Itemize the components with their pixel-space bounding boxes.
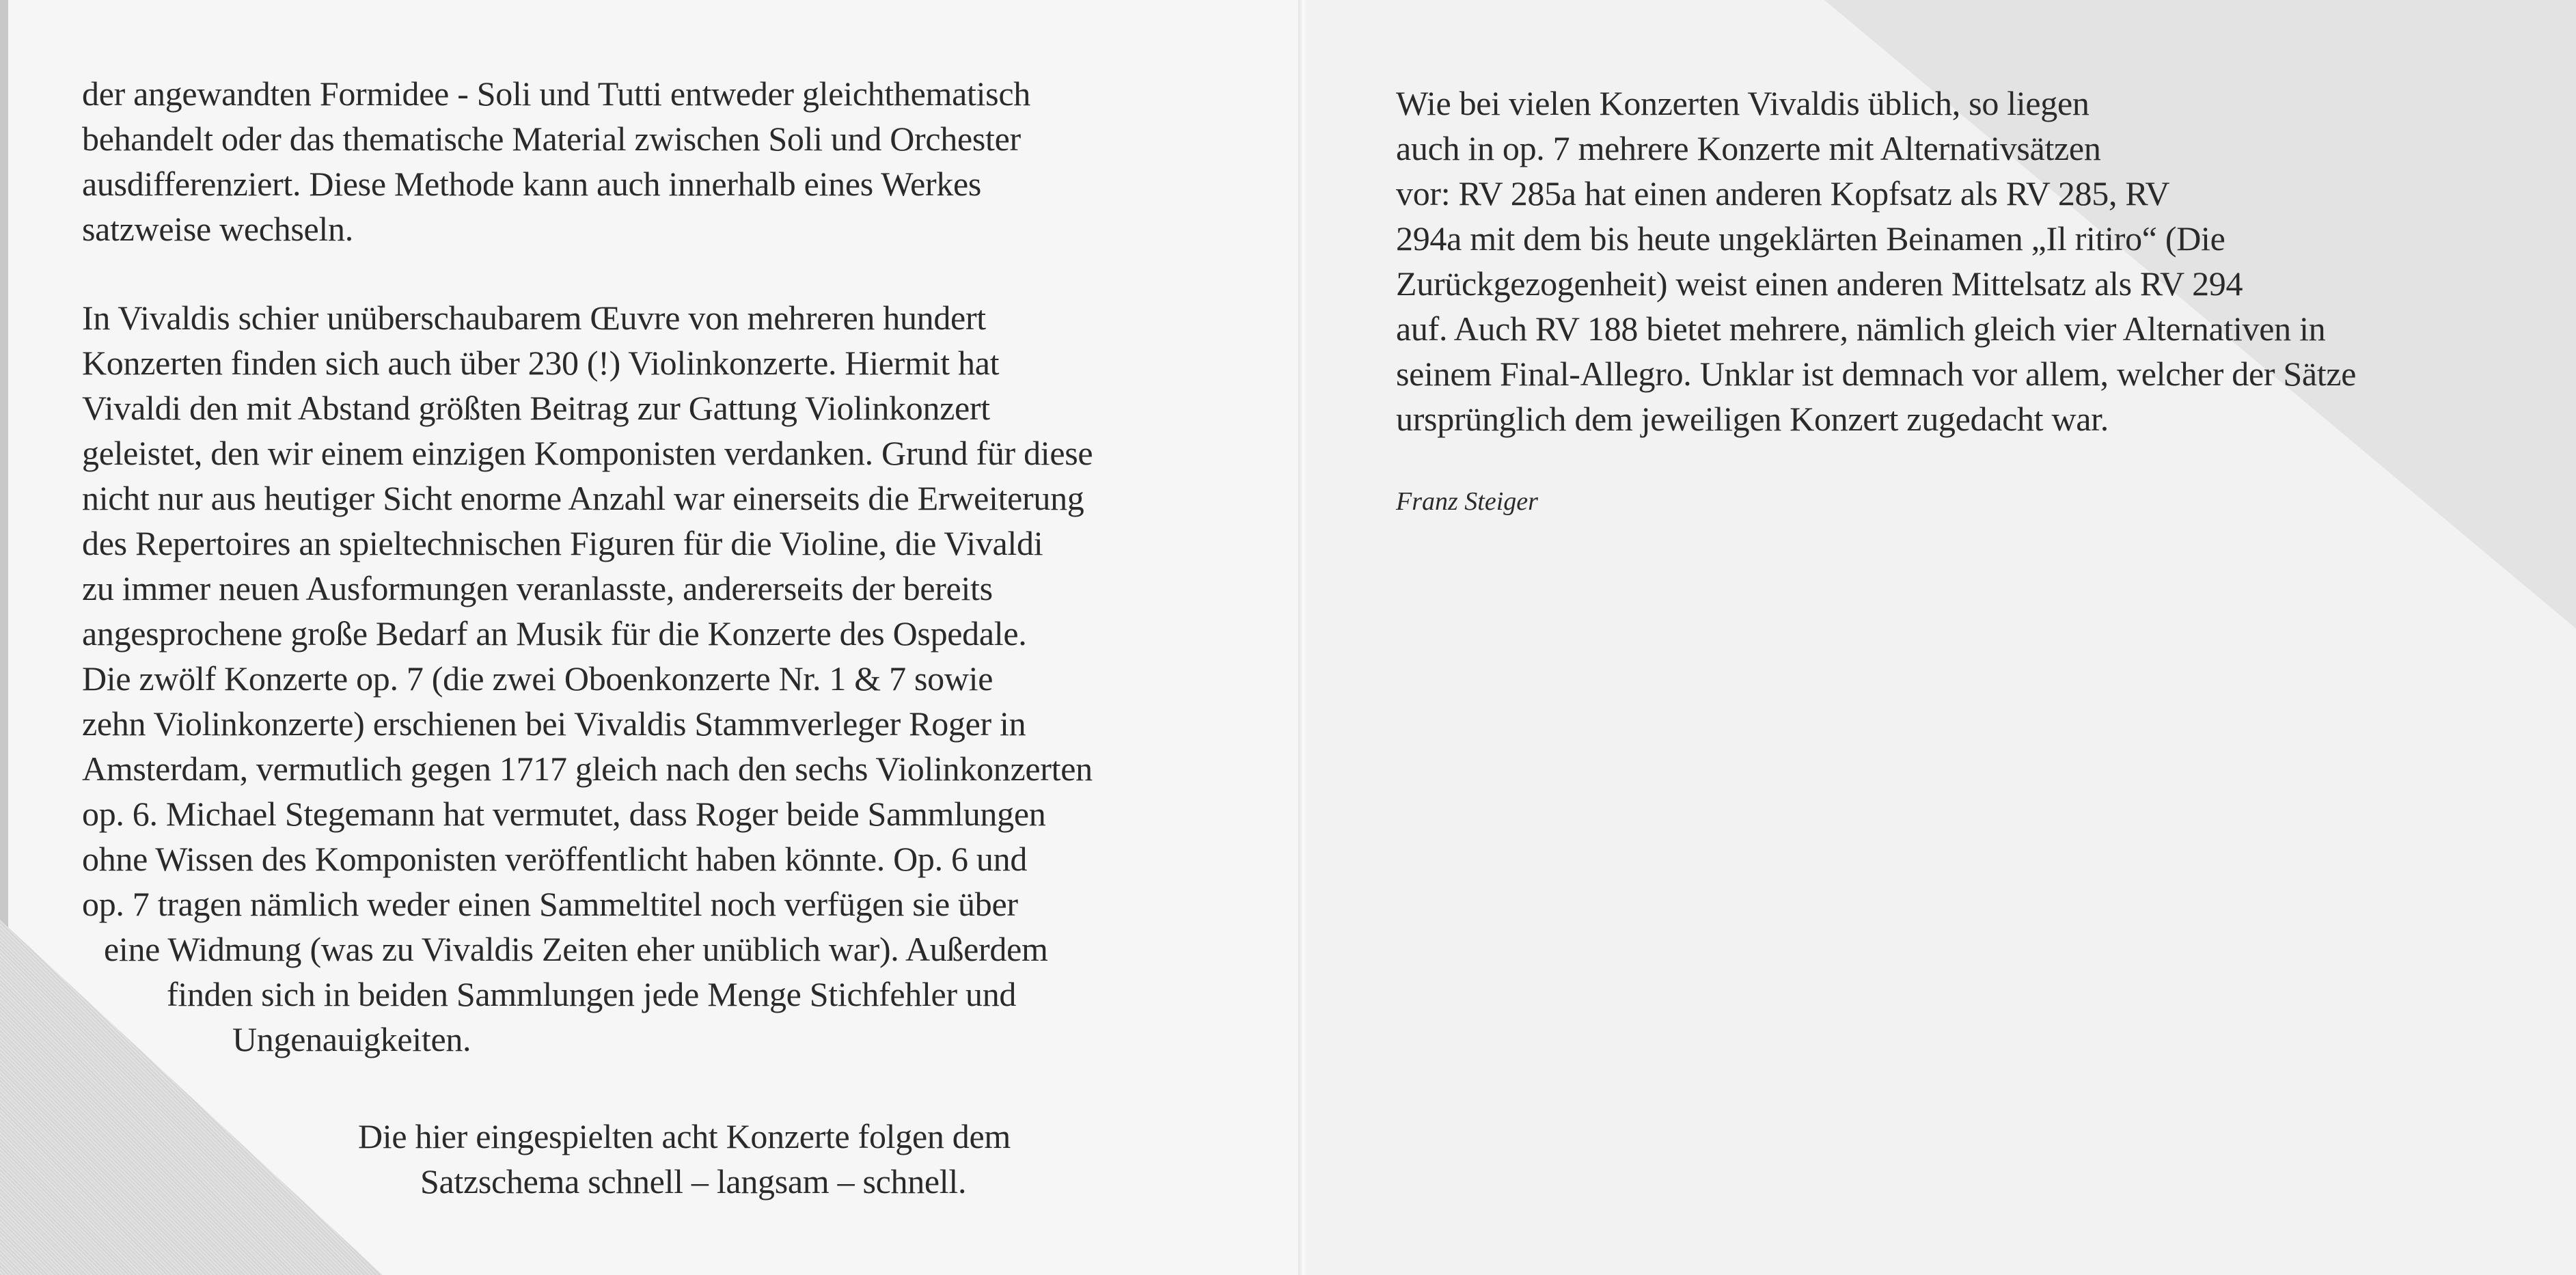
text-line: der angewandten Formidee - Soli und Tutti entweder gleichthematisch [82,74,1030,113]
text-line: vor: RV 285a hat einen anderen Kopfsatz als RV 285, RV [1396,174,2170,212]
text-line: geleistet, den wir einem einzigen Komponisten verdanken. Grund für diese [82,434,1093,472]
text-line: Amsterdam, vermutlich gegen 1717 gleich nach den sechs Violinkonzerten [82,750,1093,788]
text-line: finden sich in beiden Sammlungen jede Menge Stichfehler und [167,975,1017,1013]
text-line: eine Widmung (was zu Vivaldis Zeiten eher unüblich war). Außerdem [104,930,1048,968]
paragraph-alternativsaetze [1396,81,2356,441]
text-line: seinem Final-Allegro. Unklar ist demnach vor allem, welcher der Sätze [1396,355,2357,393]
text-line: In Vivaldis schier unüberschaubarem Œuvre von mehreren hundert [82,299,986,337]
paragraph-violinkonzerte [82,295,1093,1062]
text-line: Die zwölf Konzerte op. 7 (die zwei Oboenkonzerte Nr. 1 & 7 sowie [82,659,994,698]
text-line: Die hier eingespielten acht Konzerte folgen dem [358,1117,1011,1155]
text-line: Konzerten finden sich auch über 230 (!) Violinkonzerte. Hiermit hat [82,344,1000,382]
paragraph-satzschema [358,1114,1011,1204]
text-line: nicht nur aus heutiger Sicht enorme Anzahl war einerseits die Erweiterung [82,479,1084,517]
text-line: 294a mit dem bis heute ungeklärten Beinamen „Il ritiro“ (Die [1396,219,2225,258]
text-line: Ungenauigkeiten. [232,1020,471,1058]
text-line: des Repertoires an spieltechnischen Figuren für die Violine, die Vivaldi [82,524,1043,562]
text-line: zehn Violinkonzerte) erschienen bei Vivaldis Stammverleger Roger in [82,704,1026,743]
text-line: Wie bei vielen Konzerten Vivaldis üblich, so liegen [1396,84,2089,122]
text-line: Satzschema schnell – langsam – schnell. [420,1162,967,1201]
text-line: behandelt oder das thematische Material zwischen Soli und Orchester [82,120,1021,158]
text-line: ursprünglich dem jeweiligen Konzert zugedacht war. [1396,400,2109,438]
text-line: Zurückgezogenheit) weist einen anderen Mittelsatz als RV 294 [1396,264,2243,303]
text-line: ausdifferenziert. Diese Methode kann auch innerhalb eines Werkes [82,165,982,203]
text-line: satzweise wechseln. [82,210,353,248]
text-line: auch in op. 7 mehrere Konzerte mit Alternativsätzen [1396,129,2101,167]
text-line: ohne Wissen des Komponisten veröffentlicht haben könnte. Op. 6 und [82,840,1028,878]
text-line: op. 7 tragen nämlich weder einen Sammeltitel noch verfügen sie über [82,885,1018,923]
text-line: angesprochene große Bedarf an Musik für die Konzerte des Ospedale. [82,614,1027,653]
text-line: Vivaldi den mit Abstand größten Beitrag zur Gattung Violinkonzert [82,389,990,427]
paragraph-formidee [82,71,1030,251]
text-line: op. 6. Michael Stegemann hat vermutet, dass Roger beide Sammlungen [82,795,1046,833]
author-signature: Franz Steiger [1396,487,1538,516]
text-line: auf. Auch RV 188 bietet mehrere, nämlich gleich vier Alternativen in [1396,310,2326,348]
text-line: zu immer neuen Ausformungen veranlasste, andererseits der bereits [82,569,993,607]
